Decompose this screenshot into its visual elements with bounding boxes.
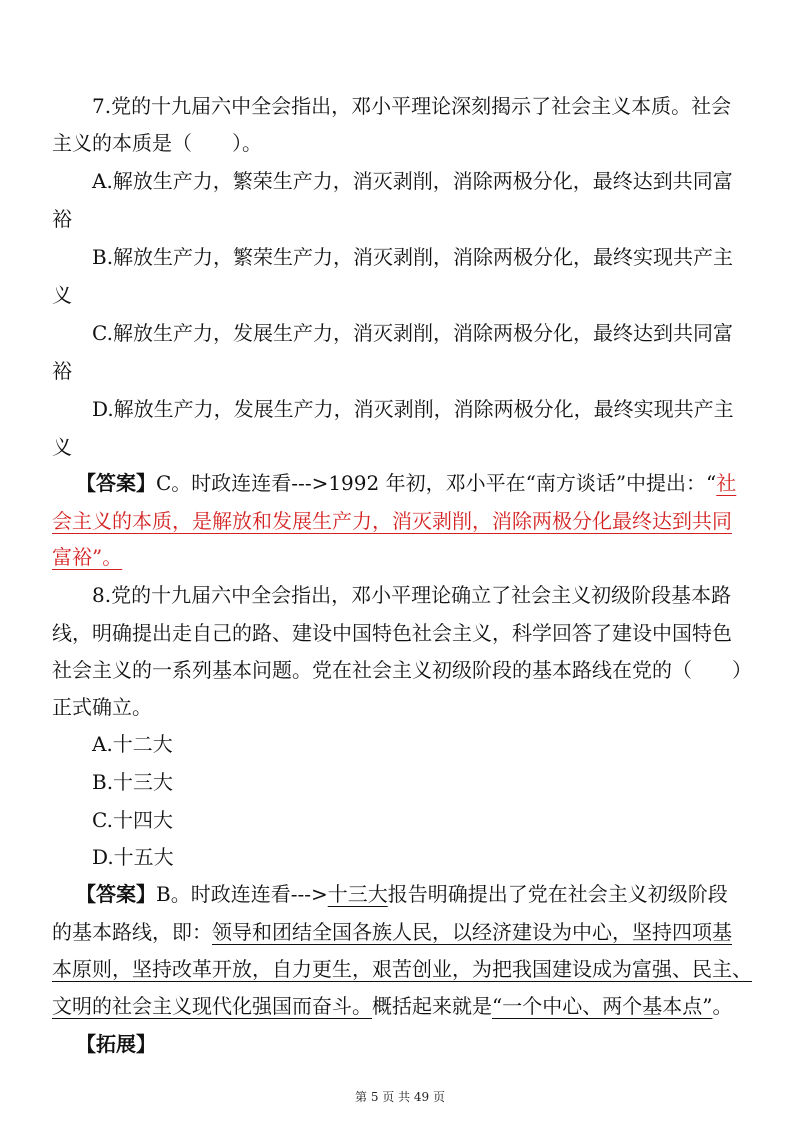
question-8-option-b: B.十三大 xyxy=(92,770,174,794)
answer-text: 。 xyxy=(712,994,733,1018)
question-7-option-a-cont: 裕 xyxy=(52,207,72,231)
question-7-option-c-cont: 裕 xyxy=(52,359,72,383)
answer-text: 的基本路线，即： xyxy=(52,920,212,944)
question-8-option-d: D.十五大 xyxy=(92,845,174,869)
question-7-answer-quote-cont xyxy=(52,507,732,535)
question-7-answer xyxy=(76,469,736,497)
answer-text: B。时政连连看---> xyxy=(156,882,328,906)
answer-label: 【答案】 xyxy=(76,882,156,906)
question-7-option-c: C.解放生产力，发展生产力，消灭剥削，消除两极分化，最终达到共同富 xyxy=(92,321,733,345)
answer-quote-line: 会主义的本质，是解放和发展生产力，消灭剥削，消除两极分化最终达到共同 xyxy=(52,509,732,533)
page-footer: 第 5 页 共 49 页 xyxy=(355,1090,445,1104)
answer-quote-line: 富裕”。 xyxy=(52,545,123,569)
answer-highlight: “一个中心、两个基本点” xyxy=(492,994,713,1018)
question-7-stem: 7.党的十九届六中全会指出，邓小平理论深刻揭示了社会主义本质。社会 xyxy=(92,94,732,118)
extension-heading: 【拓展】 xyxy=(76,1032,156,1056)
question-7-option-b-cont: 义 xyxy=(52,283,72,307)
question-8-answer-cont xyxy=(52,918,732,946)
question-7-option-b: B.解放生产力，繁荣生产力，消灭剥削，消除两极分化，最终实现共产主 xyxy=(92,245,734,269)
question-7-option-a: A.解放生产力，繁荣生产力，消灭剥削，消除两极分化，最终达到共同富 xyxy=(92,169,733,193)
question-8-option-a: A.十二大 xyxy=(92,732,173,756)
answer-highlight: 领导和团结全国各族人民，以经济建设为中心，坚持四项基 xyxy=(212,920,732,944)
answer-text: 报告明确提出了党在社会主义初级阶段 xyxy=(387,882,728,906)
question-8-stem-cont: 线，明确提出走自己的路、建设中国特色社会主义，科学回答了建设中国特色 xyxy=(52,621,732,645)
question-7-answer-quote-end xyxy=(52,543,122,571)
question-7-option-d-cont: 义 xyxy=(52,435,72,459)
question-8-answer-cont xyxy=(52,955,752,983)
answer-highlight: 本原则，坚持改革开放，自力更生，艰苦创业，为把我国建设成为富强、民主、 xyxy=(52,957,752,981)
question-8-stem-cont: 社会主义的一系列基本问题。党在社会主义初级阶段的基本路线在党的（ ） xyxy=(52,658,752,682)
question-8-answer xyxy=(76,880,728,908)
answer-text: C。时政连连看--->1992 年初，邓小平在“南方谈话”中提出：“ xyxy=(156,471,717,495)
question-8-stem-cont: 正式确立。 xyxy=(52,695,152,719)
answer-quote: 社 xyxy=(716,471,737,495)
answer-text: 概括起来就是 xyxy=(372,994,492,1018)
answer-label: 【答案】 xyxy=(76,471,156,495)
question-8-stem: 8.党的十九届六中全会指出，邓小平理论确立了社会主义初级阶段基本路 xyxy=(92,583,732,607)
question-8-answer-cont xyxy=(52,992,732,1020)
question-7-stem-cont: 主义的本质是（ ）。 xyxy=(52,131,262,155)
answer-highlight: 文明的社会主义现代化强国而奋斗。 xyxy=(52,994,372,1018)
answer-highlight: 十三大 xyxy=(327,882,388,906)
question-8-option-c: C.十四大 xyxy=(92,808,173,832)
question-7-option-d: D.解放生产力，发展生产力，消灭剥削，消除两极分化，最终实现共产主 xyxy=(92,397,734,421)
